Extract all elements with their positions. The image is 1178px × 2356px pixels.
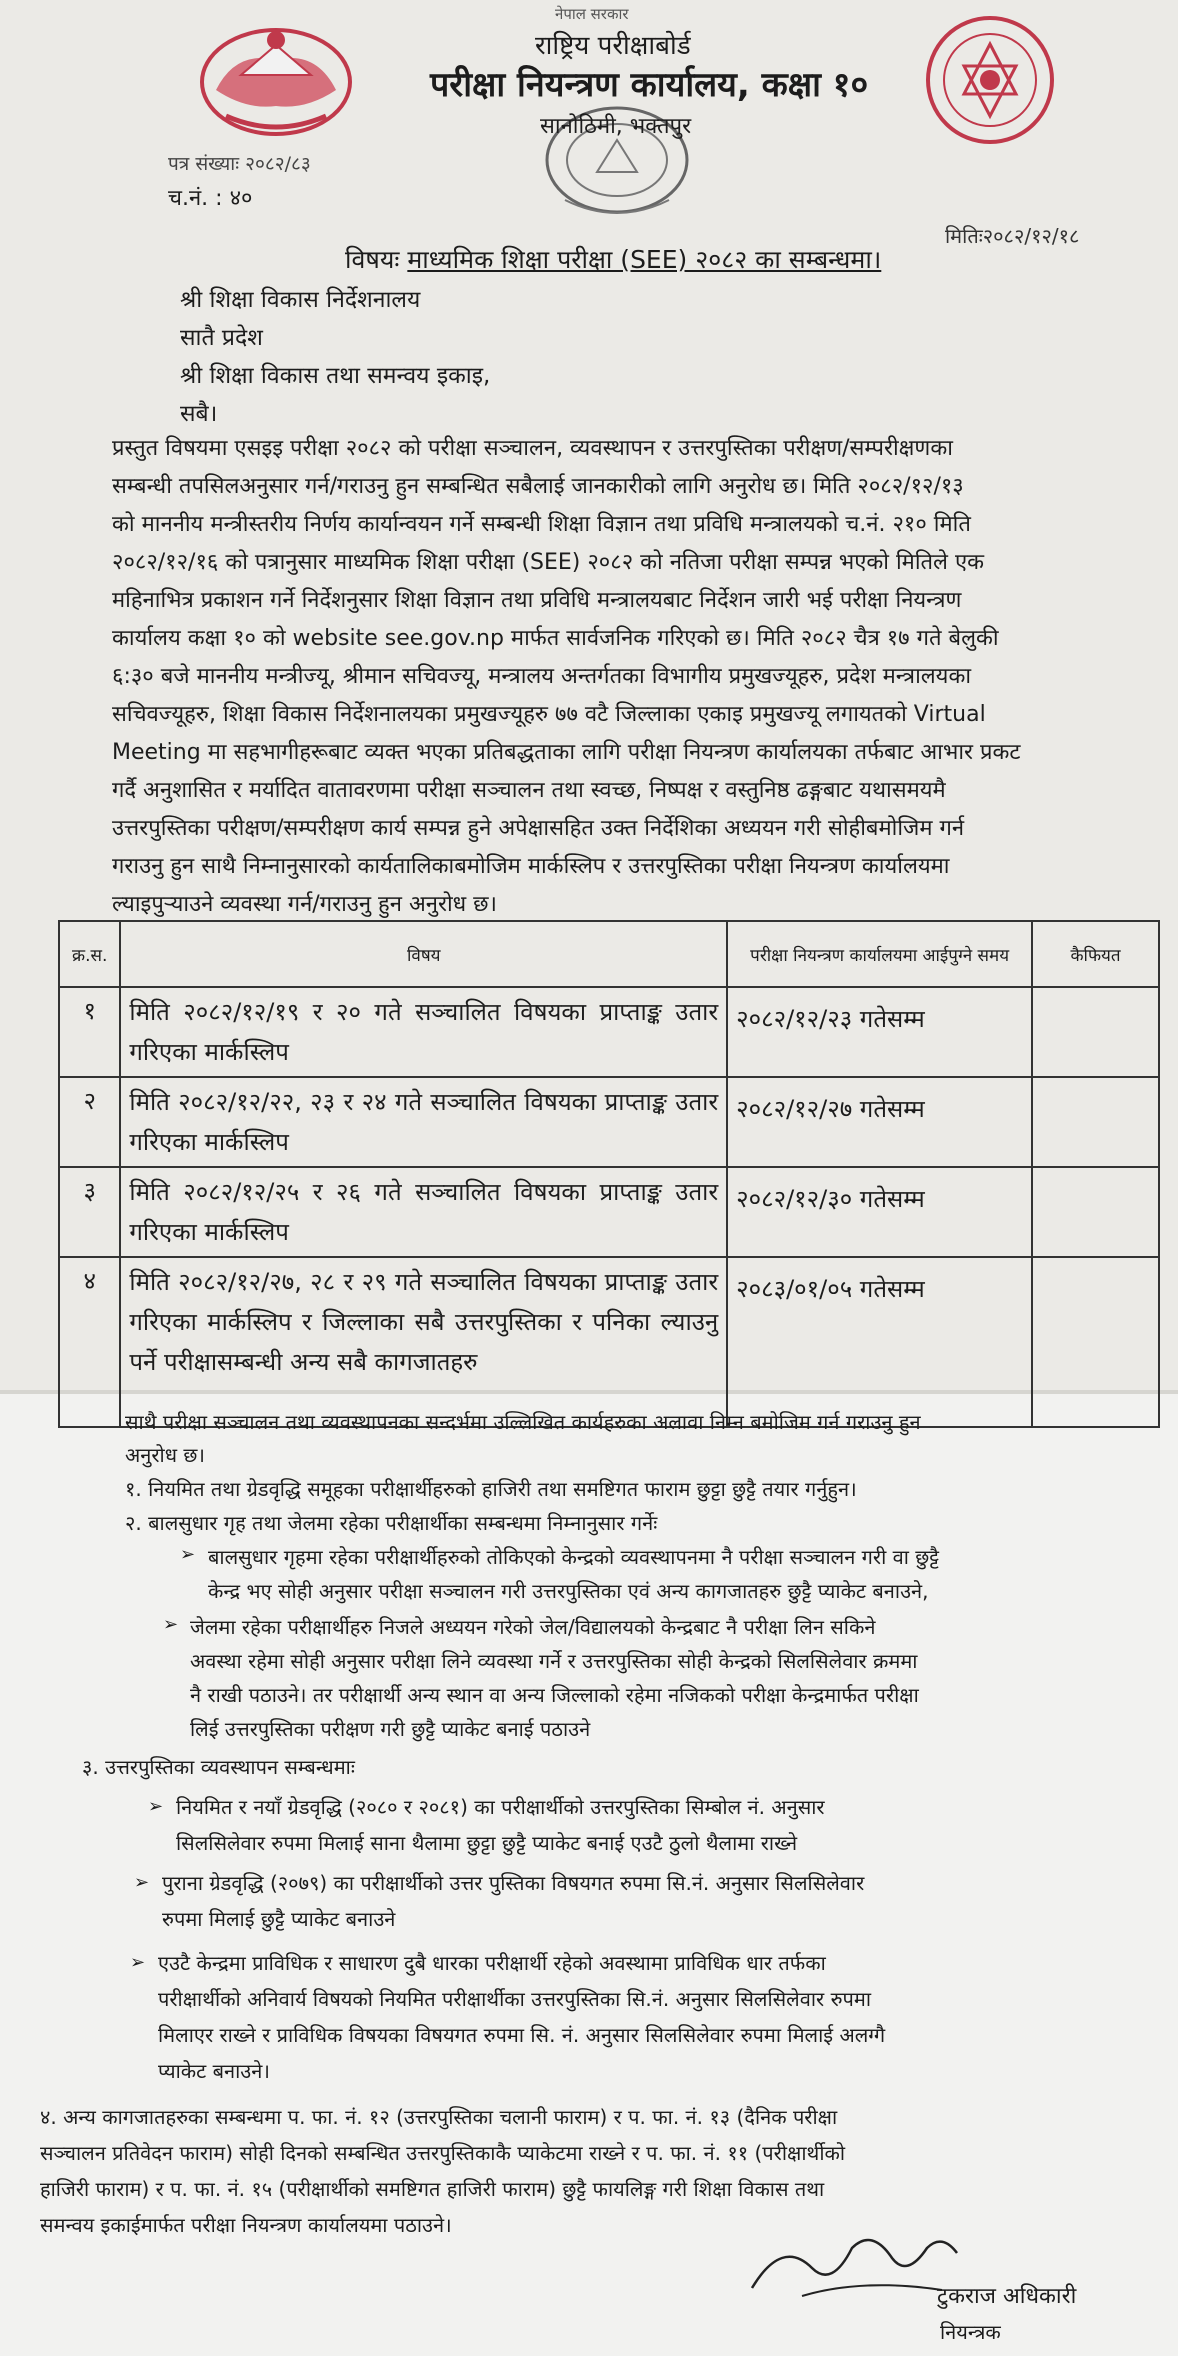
point-1: १. नियमित तथा ग्रेडवृद्धि समूहका परीक्षार्थीहरुको हाजिरी तथा समष्टिगत फाराम छुट्टा छुट्टै तयार गर्नुहुन। [125, 1477, 857, 1501]
body-line: सम्बन्धी तपसिलअनुसार गर्न/गराउनु हुन सम्बन्धित सबैलाई जानकारीको लागि अनुरोध छ। मिति २०८२/१२/१३ [112, 474, 964, 499]
header-remarks: कैफियत [1032, 921, 1159, 987]
header-sn: क्र.स. [59, 921, 120, 987]
row-sn: ४ [59, 1257, 120, 1427]
bullet-text: पुराना ग्रेडवृद्धि (२०७९) का परीक्षार्थीको उत्तर पुस्तिका विषयगत रुपमा सि.नं. अनुसार सिलसिलेवार [162, 1871, 865, 1895]
letter-number: पत्र संख्याः २०८२/८३ [168, 153, 311, 175]
body-line: २०८२/१२/१६ को पत्रानुसार माध्यमिक शिक्षा परीक्षा (SEE) २०८२ को नतिजा परीक्षा सम्पन्न भएको मितिले एक [112, 550, 985, 575]
body-line: गराउनु हुन साथै निम्नानुसारको कार्यतालिकाबमोजिम मार्कस्लिप र उत्तरपुस्तिका परीक्षा नियन्त्रण कार्यालयमा [112, 854, 950, 879]
bullet-text: केन्द्र भए सोही अनुसार परीक्षा सञ्चालन गरी उत्तरपुस्तिका एवं अन्य कागजातहरु छुट्टै प्याकेट बनाउने, [208, 1579, 929, 1603]
board-name: राष्ट्रिय परीक्षाबोर्ड [535, 31, 691, 61]
body-line: प्रस्तुत विषयमा एसइइ परीक्षा २०८२ को परीक्षा सञ्चालन, व्यवस्थापन र उत्तरपुस्तिका परीक्षण/सम्परीक्षणका [112, 436, 953, 461]
point-4: समन्वय इकाईमार्फत परीक्षा नियन्त्रण कार्यालयमा पठाउने। [40, 2213, 452, 2237]
subject-line [345, 242, 881, 276]
body-line: महिनाभित्र प्रकाशन गर्ने निर्देशनुसार शिक्षा विज्ञान तथा प्रविधि मन्त्रालयबाट निर्देशन जारी भई परीक्षा नियन्त्रण [112, 588, 962, 613]
point-3: ३. उत्तरपुस्तिका व्यवस्थापन सम्बन्धमाः [82, 1755, 355, 1779]
recipient-2: सातै प्रदेश [180, 325, 263, 351]
table-row [59, 987, 1159, 1077]
recipient-4: सबै। [180, 401, 218, 427]
body-line: ६:३० बजे माननीय मन्त्रीज्यू, श्रीमान सचिवज्यू, मन्त्रालय अन्तर्गतका विभागीय प्रमुखज्यूहरु, प्रदेश मन्त्रालयका [112, 664, 972, 689]
row-deadline: २०८२/१२/२७ गतेसम्म [727, 1077, 1032, 1167]
board-seal-icon [920, 10, 1060, 150]
point-2: २. बालसुधार गृह तथा जेलमा रहेका परीक्षार्थीका सम्बन्धमा निम्नानुसार गर्नेः [125, 1511, 658, 1535]
bullet-text: प्याकेट बनाउने। [158, 2059, 270, 2083]
bullet-text: मिलाएर राख्ने र प्राविधिक विषयका विषयगत रुपमा सि. नं. अनुसार सिलसिलेवार रुपमा मिलाई अलग्गै [158, 2023, 886, 2047]
row-remarks [1032, 1077, 1159, 1167]
row-subject: मिति २०८२/१२/२२, २३ र २४ गते सञ्चालित विषयका प्राप्ताङ्क उतार गरिएका मार्कस्लिप [120, 1077, 727, 1167]
schedule-table [58, 920, 1160, 1428]
nepal-emblem-icon [196, 20, 356, 140]
row-remarks [1032, 1167, 1159, 1257]
row-subject: मिति २०८२/१२/२७, २८ र २९ गते सञ्चालित विषयका प्राप्ताङ्क उतार गरिएका मार्कस्लिप र जिल्लाका सबै उत्तरपुस्तिका र पनिका ल्याउनु पर्ने परीक्षासम्बन्धी अन्य सबै कागजातहरु [120, 1257, 727, 1427]
bullet-text: अवस्था रहेमा सोही अनुसार परीक्षा लिने व्यवस्था गर्ने र उत्तरपुस्तिका सोही केन्द्रको सिलसिलेवार क्रममा [190, 1649, 918, 1673]
table-row [59, 1167, 1159, 1257]
row-subject: मिति २०८२/१२/२५ र २६ गते सञ्चालित विषयका प्राप्ताङ्क उतार गरिएका मार्कस्लिप [120, 1167, 727, 1257]
point-4: ४. अन्य कागजातहरुका सम्बन्धमा प. फा. नं. १२ (उत्तरपुस्तिका चलानी फाराम) र प. फा. नं. १३ (दैनिक परीक्षा [40, 2105, 838, 2129]
office-address: सानोठिमी, भक्तपुर [540, 114, 692, 139]
arrow-bullet-icon: ➢ [163, 1614, 179, 1635]
subject-prefix: विषयः [345, 245, 400, 274]
arrow-bullet-icon: ➢ [134, 1872, 150, 1893]
row-deadline: २०८२/१२/३० गतेसम्म [727, 1167, 1032, 1257]
bullet-text: सिलसिलेवार रुपमा मिलाई साना थैलामा छुट्टा छुट्टै प्याकेट बनाई एउटै ठुलो थैलामा राख्ने [176, 1831, 798, 1855]
arrow-bullet-icon: ➢ [130, 1952, 146, 1973]
bullet-text: नै राखी पठाउने। तर परीक्षार्थी अन्य स्थान वा अन्य जिल्लाको रहेमा नजिकको परीक्षा केन्द्रमार्फत परीक्षा [190, 1683, 919, 1707]
header-subject: विषय [120, 921, 727, 987]
row-deadline: २०८२/१२/२३ गतेसम्म [727, 987, 1032, 1077]
table-row [59, 1077, 1159, 1167]
header-deadline: परीक्षा नियन्त्रण कार्यालयमा आईपुग्ने समय [727, 921, 1032, 987]
row-remarks [1032, 1257, 1159, 1427]
bullet-text: जेलमा रहेका परीक्षार्थीहरु निजले अध्ययन गरेको जेल/विद्यालयको केन्द्रबाट नै परीक्षा लिन सकिने [190, 1615, 876, 1639]
government-label: नेपाल सरकार [555, 5, 629, 23]
arrow-bullet-icon: ➢ [148, 1796, 164, 1817]
row-deadline: २०८३/०१/०५ गतेसम्म [727, 1257, 1032, 1427]
subject-text: माध्यमिक शिक्षा परीक्षा (SEE) २०८२ का सम्बन्धमा। [407, 245, 882, 274]
bullet-text: नियमित र नयाँ ग्रेडवृद्धि (२०८० र २०८१) का परीक्षार्थीको उत्तरपुस्तिका सिम्बोल नं. अनुसार [176, 1795, 825, 1819]
letter-date: मितिः२०८२/१२/१८ [945, 224, 1080, 248]
body-line: ल्याइपुऱ्याउने व्यवस्था गर्न/गराउनु हुन अनुरोध छ। [112, 892, 497, 917]
bullet-text: रुपमा मिलाई छुट्टै प्याकेट बनाउने [162, 1907, 396, 1931]
office-name: परीक्षा नियन्त्रण कार्यालय, कक्षा १० [430, 65, 869, 105]
bullet-text: बालसुधार गृहमा रहेका परीक्षार्थीहरुको तोकिएको केन्द्रको व्यवस्थापनमा नै परीक्षा सञ्चालन गरी वा छुट्टै [208, 1545, 940, 1569]
body-line: गर्दै अनुशासित र मर्यादित वातावरणमा परीक्षा सञ्चालन तथा स्वच्छ, निष्पक्ष र वस्तुनिष्ठ ढङ्गबाट यथासमयमै [112, 778, 946, 803]
row-subject: मिति २०८२/१२/१९ र २० गते सञ्चालित विषयका प्राप्ताङ्क उतार गरिएका मार्कस्लिप [120, 987, 727, 1077]
signatory-name: टुकराज अधिकारी [937, 2284, 1077, 2309]
dispatch-number: च.नं. : ४० [168, 186, 253, 211]
body-paragraph [112, 430, 1162, 924]
signatory-title: नियन्त्रक [940, 2320, 1001, 2344]
body-line: उत्तरपुस्तिका परीक्षण/सम्परीक्षण कार्य सम्पन्न हुने अपेक्षासहित उक्त निर्देशिका अध्ययन गरी सोहीबमोजिम गर्न [112, 816, 965, 841]
table-row [59, 1257, 1159, 1427]
table-header-row [59, 921, 1159, 987]
intro-line: साथै परीक्षा सञ्चालन तथा व्यवस्थापनका सन्दर्भमा उल्लिखित कार्यहरुका अलावा निम्न बमोजिम गर्न गराउनु हुन [125, 1410, 921, 1434]
bullet-text: एउटै केन्द्रमा प्राविधिक र साधारण दुबै धारका परीक्षार्थी रहेको अवस्थामा प्राविधिक धार तर्फका [158, 1951, 826, 1975]
body-line: कार्यालय कक्षा १० को website see.gov.np मार्फत सार्वजनिक गरिएको छ। मिति २०८२ चैत्र १७ गते बेलुकी [112, 626, 999, 651]
recipient-3: श्री शिक्षा विकास तथा समन्वय इकाइ, [180, 363, 491, 389]
recipient-1: श्री शिक्षा विकास निर्देशनालय [180, 287, 421, 313]
row-sn: २ [59, 1077, 120, 1167]
intro-line: अनुरोध छ। [125, 1443, 205, 1467]
body-line: सचिवज्यूहरु, शिक्षा विकास निर्देशनालयका प्रमुखज्यूहरु ७७ वटै जिल्लाका एकाइ प्रमुखज्यू लगायतको Virtual [112, 702, 986, 727]
point-4: सञ्चालन प्रतिवेदन फाराम) सोही दिनको सम्बन्धित उत्तरपुस्तिकाकै प्याकेटमा राख्ने र प. फा. नं. ११ (परीक्षार्थीको [40, 2141, 846, 2165]
row-sn: १ [59, 987, 120, 1077]
row-remarks [1032, 987, 1159, 1077]
point-4: हाजिरी फाराम) र प. फा. नं. १५ (परीक्षार्थीको समष्टिगत हाजिरी फाराम) छुट्टै फायलिङ्ग गरी शिक्षा विकास तथा [40, 2177, 825, 2201]
bullet-text: लिई उत्तरपुस्तिका परीक्षण गरी छुट्टै प्याकेट बनाई पठाउने [190, 1717, 591, 1741]
body-line: को माननीय मन्त्रीस्तरीय निर्णय कार्यान्वयन गर्ने सम्बन्धी शिक्षा विज्ञान तथा प्रविधि मन्त्रालयको च.नं. २१० मिति [112, 512, 971, 537]
arrow-bullet-icon: ➢ [180, 1544, 196, 1565]
bullet-text: परीक्षार्थीको अनिवार्य विषयको नियमित परीक्षार्थीका उत्तरपुस्तिका सि.नं. अनुसार सिलसिलेवार रुपमा [158, 1987, 872, 2011]
row-sn: ३ [59, 1167, 120, 1257]
body-line: Meeting मा सहभागीहरूबाट व्यक्त भएका प्रतिबद्धताका लागि परीक्षा नियन्त्रण कार्यालयका तर्फबाट आभार प्रकट [112, 740, 1021, 765]
